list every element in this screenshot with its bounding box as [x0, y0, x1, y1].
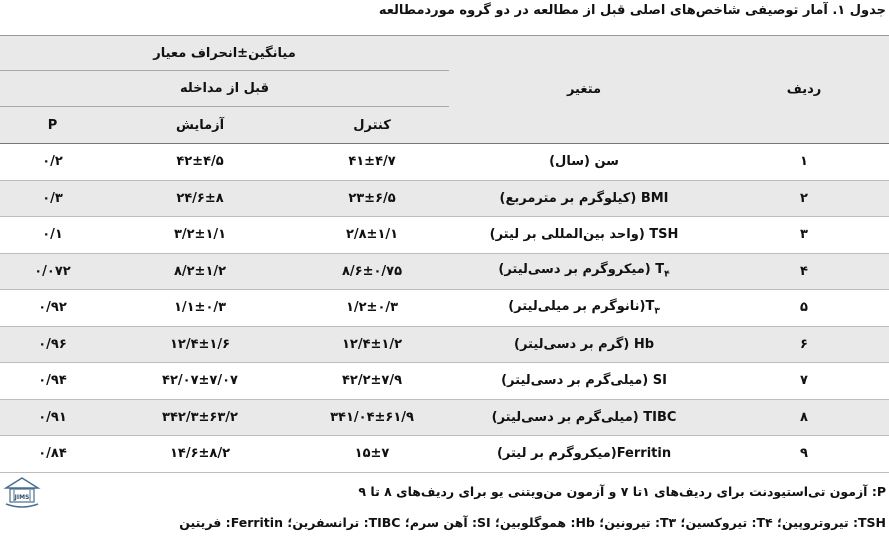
variable-cell: TSH (واحد بین‌المللی بر لیتر) — [449, 217, 719, 254]
table-row — [0, 253, 889, 290]
row-number: ۹ — [719, 436, 889, 473]
variable-cell: SI (میلی‌گرم بر دسی‌لیتر) — [449, 363, 719, 400]
stats-table — [0, 35, 889, 473]
experiment-cell: ۴۲/۰۷±۷/۰۷ — [105, 363, 295, 400]
variable-cell: سن (سال) — [449, 144, 719, 181]
experiment-cell: ۱۴/۶±۸/۲ — [105, 436, 295, 473]
row-number: ۱ — [719, 144, 889, 181]
experiment-cell: ۴۲±۴/۵ — [105, 144, 295, 181]
variable-unit: (میکروگرم بر دسی‌لیتر) — [498, 262, 656, 278]
table-row — [0, 436, 889, 473]
table-row — [0, 363, 889, 400]
row-number: ۸ — [719, 399, 889, 436]
variable-unit: (نانوگرم بر میلی‌لیتر) — [508, 298, 646, 314]
control-cell: ۲۳±۶/۵ — [295, 180, 449, 217]
table-row — [0, 144, 889, 181]
control-cell: ۲/۸±۱/۱ — [295, 217, 449, 254]
control-cell: ۴۱±۴/۷ — [295, 144, 449, 181]
header-control: کنترل — [295, 107, 449, 144]
p-cell: ۰/۱ — [0, 217, 105, 254]
p-cell: ۰/۹۲ — [0, 290, 105, 327]
header-mean-sd: میانگین±انحراف معیار — [0, 36, 449, 71]
control-cell: ۳۴۱/۰۴±۶۱/۹ — [295, 399, 449, 436]
experiment-cell: ۱/۱±۰/۳ — [105, 290, 295, 327]
header-experiment: آزمایش — [105, 107, 295, 144]
row-number: ۶ — [719, 326, 889, 363]
variable-cell: TIBC (میلی‌گرم بر دسی‌لیتر) — [449, 399, 719, 436]
experiment-cell: ۳۴۲/۳±۶۳/۲ — [105, 399, 295, 436]
p-cell: ۰/۲ — [0, 144, 105, 181]
footnote-abbreviations: TSH: تیروتروپین؛ T۴: تیروکسین؛ T۳: تیرونین؛ Hb: هموگلوبین؛ SI: آهن سرم؛ TIBC: ترانسفرین؛ Ferritin: فریتین — [179, 515, 886, 530]
table-row — [0, 290, 889, 327]
p-cell: ۰/۸۴ — [0, 436, 105, 473]
variable-cell — [449, 290, 719, 327]
p-cell: ۰/۳ — [0, 180, 105, 217]
header-p: P — [0, 107, 105, 144]
control-cell: ۱/۲±۰/۳ — [295, 290, 449, 327]
p-cell: ۰/۹۱ — [0, 399, 105, 436]
variable-subscript: ۳ — [654, 306, 660, 317]
table-row — [0, 217, 889, 254]
header-row-number: ردیف — [719, 36, 889, 144]
experiment-cell: ۲۴/۶±۸ — [105, 180, 295, 217]
variable-main: T — [645, 298, 655, 314]
variable-cell — [449, 253, 719, 290]
table-row — [0, 399, 889, 436]
variable-subscript: ۴ — [664, 270, 670, 281]
footnote-tests: P: آزمون تی‌استیودنت برای ردیف‌های ۱تا ۷ و آزمون من‌ویتنی یو برای ردیف‌های ۸ تا ۹ — [358, 484, 886, 499]
control-cell: ۱۵±۷ — [295, 436, 449, 473]
variable-main: T — [655, 262, 665, 278]
control-cell: ۸/۶±۰/۷۵ — [295, 253, 449, 290]
p-cell: ۰/۹۴ — [0, 363, 105, 400]
header-variable: متغیر — [449, 36, 719, 144]
logo-text: JIMS — [14, 494, 30, 501]
variable-cell: Ferritin(میکروگرم بر لیتر) — [449, 436, 719, 473]
experiment-cell: ۱۲/۴±۱/۶ — [105, 326, 295, 363]
experiment-cell: ۸/۲±۱/۲ — [105, 253, 295, 290]
variable-cell: BMI (کیلوگرم بر مترمربع) — [449, 180, 719, 217]
control-cell: ۱۲/۴±۱/۲ — [295, 326, 449, 363]
row-number: ۷ — [719, 363, 889, 400]
p-cell: ۰/۰۷۲ — [0, 253, 105, 290]
control-cell: ۴۲/۲±۷/۹ — [295, 363, 449, 400]
variable-cell: Hb (گرم بر دسی‌لیتر) — [449, 326, 719, 363]
row-number: ۵ — [719, 290, 889, 327]
row-number: ۳ — [719, 217, 889, 254]
table-row — [0, 180, 889, 217]
journal-logo — [2, 476, 42, 512]
row-number: ۲ — [719, 180, 889, 217]
experiment-cell: ۳/۲±۱/۱ — [105, 217, 295, 254]
table-caption: جدول ۱. آمار توصیفی شاخص‌های اصلی قبل از مطالعه در دو گروه موردمطالعه — [378, 3, 886, 18]
header-before-intervention: قبل از مداخله — [0, 71, 449, 107]
row-number: ۴ — [719, 253, 889, 290]
p-cell: ۰/۹۶ — [0, 326, 105, 363]
table-row — [0, 326, 889, 363]
